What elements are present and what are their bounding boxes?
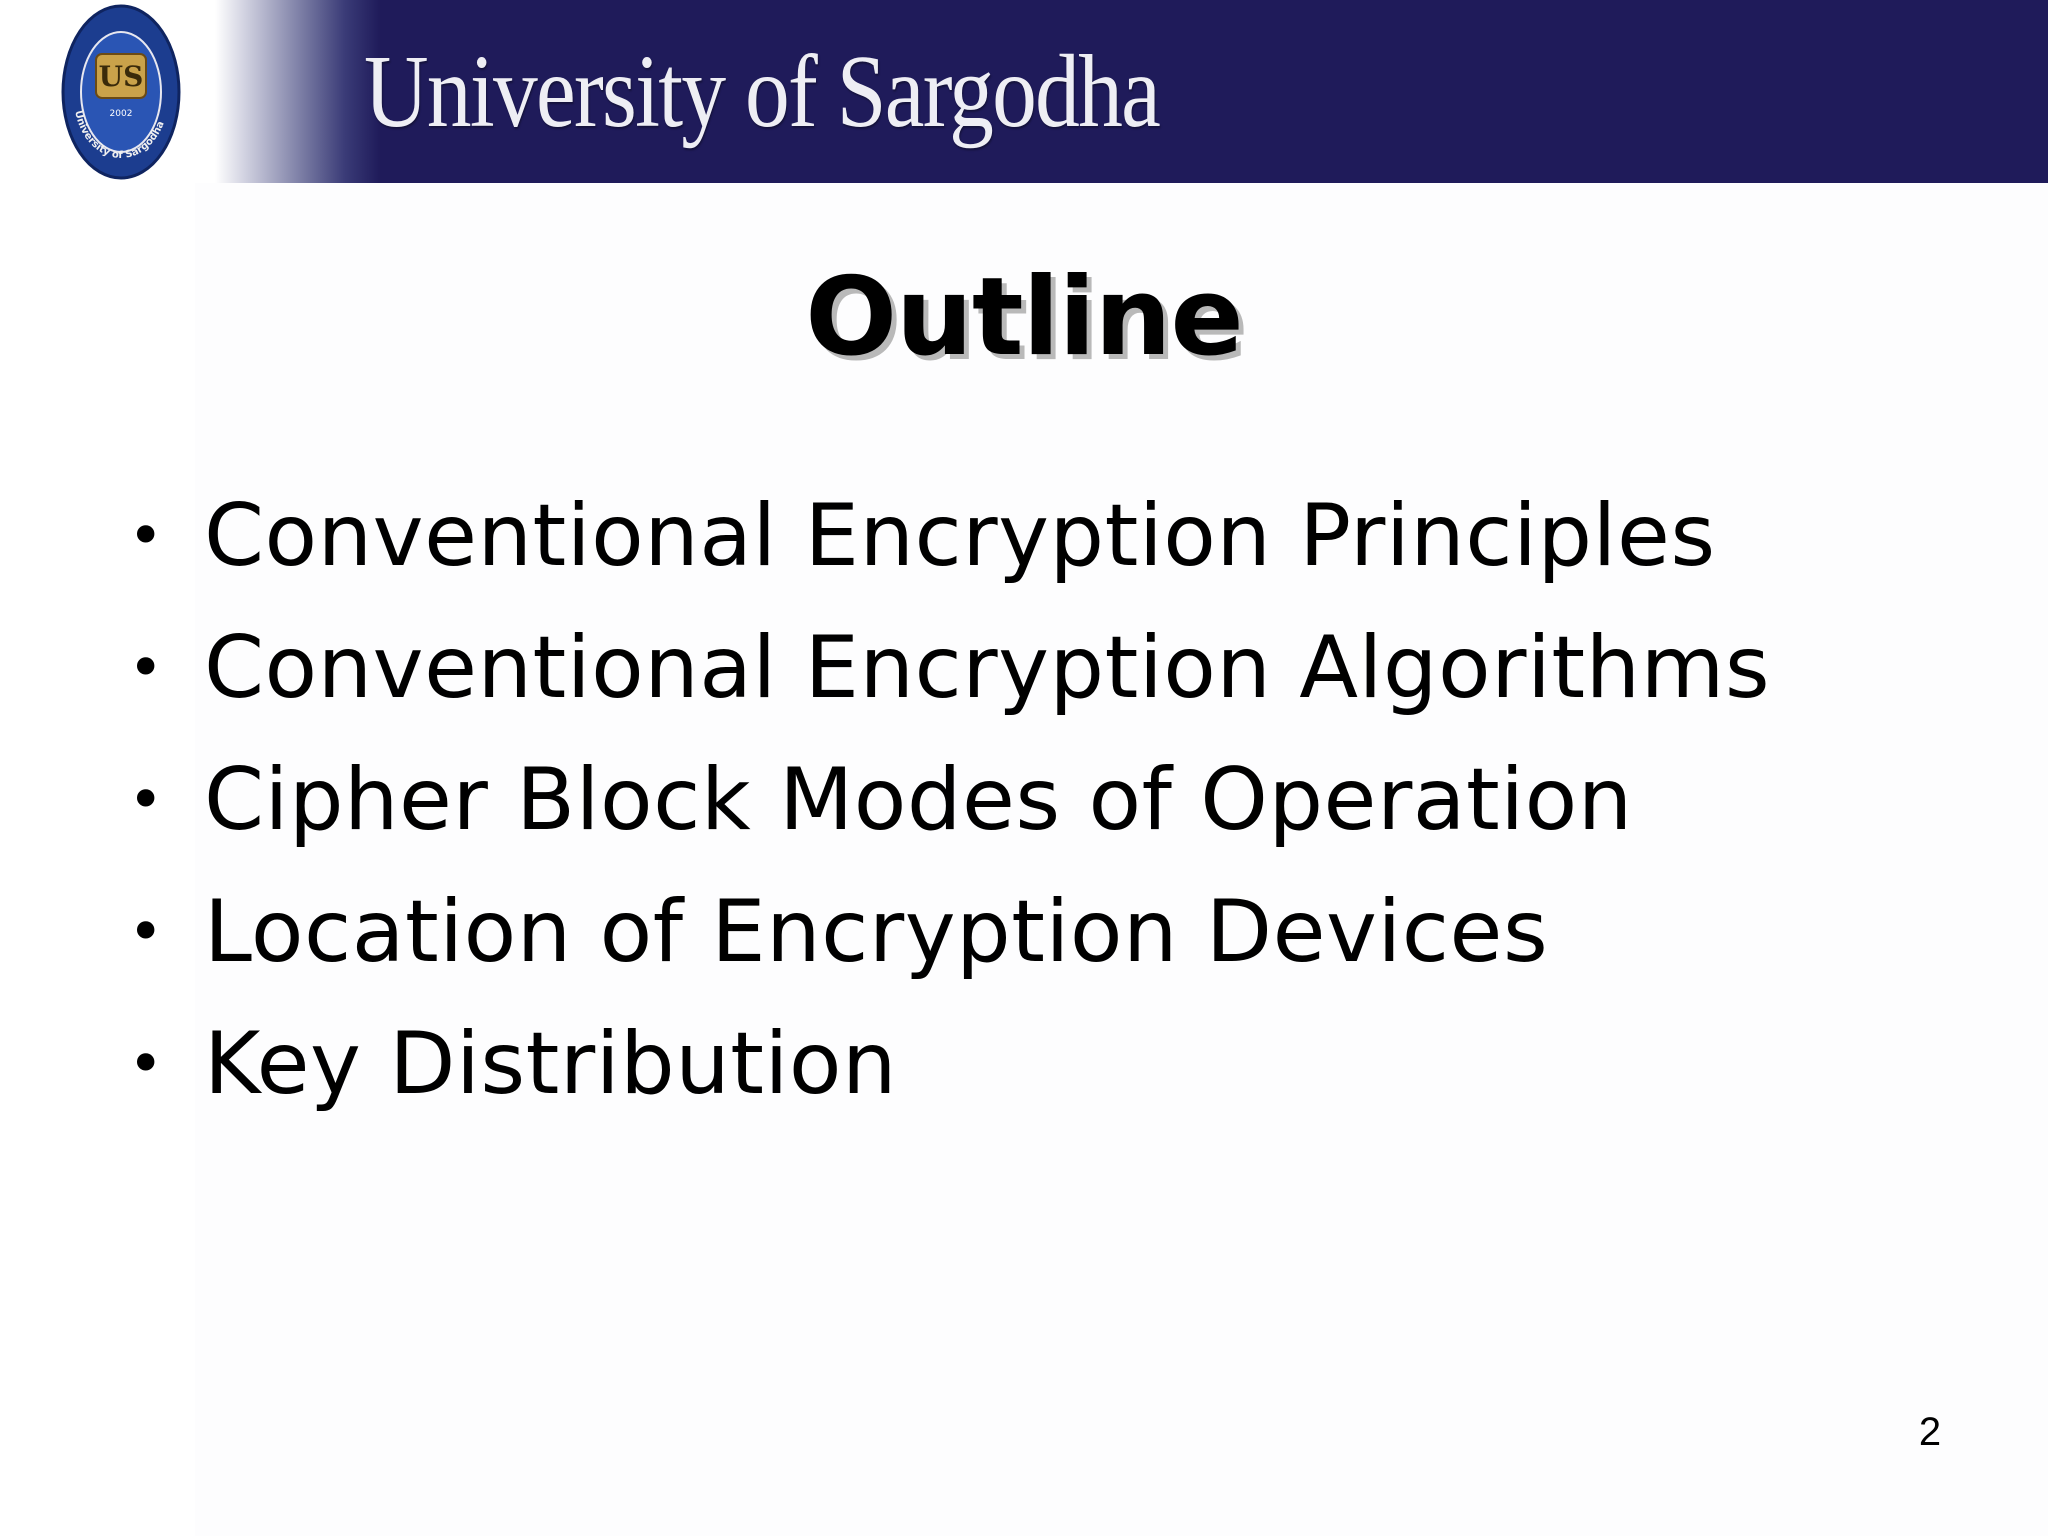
university-logo bbox=[60, 2, 182, 180]
institution-name: University of Sargodha bbox=[364, 34, 1160, 149]
logo-ring-text: University of Sargodha bbox=[72, 109, 167, 162]
bullet-text: Cipher Block Modes of Operation bbox=[204, 750, 1633, 850]
bullet-text: Conventional Encryption Principles bbox=[204, 486, 1716, 586]
header-banner bbox=[0, 0, 2048, 183]
bullet-text: Conventional Encryption Algorithms bbox=[204, 618, 1771, 718]
bullet-text: Location of Encryption Devices bbox=[204, 882, 1549, 982]
bullet-icon: • bbox=[128, 633, 164, 703]
bullet-icon: • bbox=[128, 897, 164, 967]
page-number: 2 bbox=[1918, 1410, 1942, 1454]
logo-year: 2002 bbox=[109, 109, 133, 119]
bullet-icon: • bbox=[128, 501, 164, 571]
bullet-text: Key Distribution bbox=[204, 1014, 897, 1114]
logo-initials: US bbox=[98, 60, 144, 93]
bullet-icon: • bbox=[128, 765, 164, 835]
slide-title: Outline bbox=[805, 255, 1243, 380]
bullet-icon: • bbox=[128, 1029, 164, 1099]
